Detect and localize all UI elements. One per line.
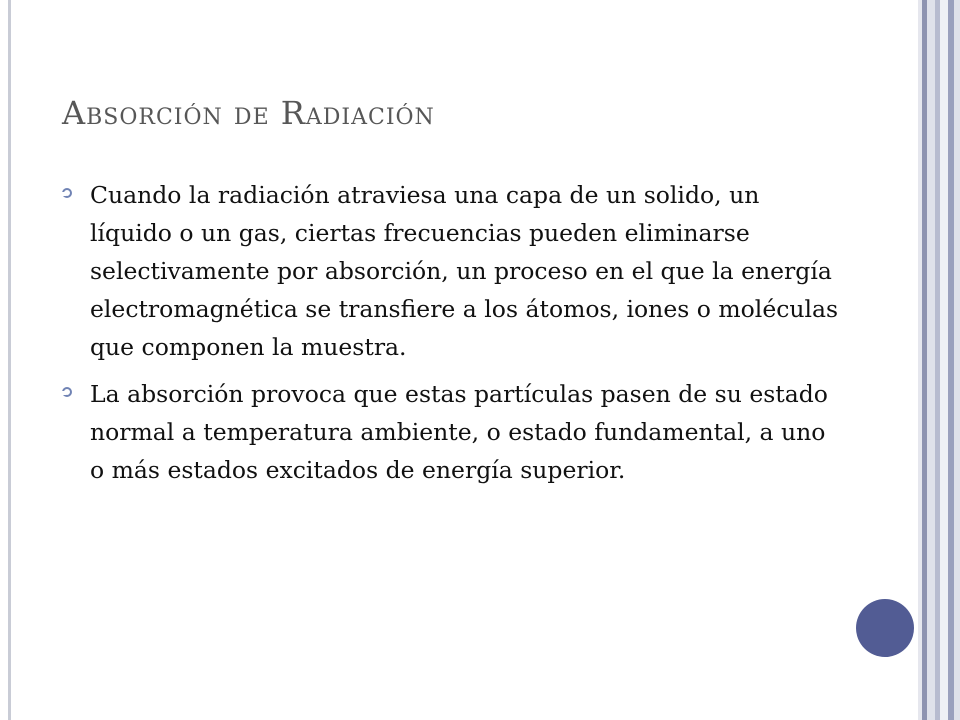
left-border-line <box>8 0 11 720</box>
bullet-text: Cuando la radiación atraviesa una capa de un solido, un líquido o un gas, ciertas frecuencias pueden eliminarse selectivamente por absorción, un proceso en el que la energía electromagnética se transfiere a los átomos, iones o moléculas que componen la muestra. <box>90 181 839 361</box>
stripe <box>927 0 935 720</box>
stripe <box>954 0 960 720</box>
accent-circle-icon <box>856 599 914 657</box>
bullet-list <box>62 176 842 498</box>
right-decorative-band <box>918 0 960 720</box>
open-circle-bullet-icon <box>62 387 72 397</box>
bullet-item <box>62 375 842 489</box>
bullet-item <box>62 176 842 366</box>
stripe <box>940 0 948 720</box>
bullet-text: La absorción provoca que estas partículas pasen de su estado normal a temperatura ambiente, o estado fundamental, a uno o más estados excitados de energía superior. <box>90 380 828 484</box>
slide-title: Absorción de Radiación <box>62 94 435 132</box>
open-circle-bullet-icon <box>62 188 72 198</box>
